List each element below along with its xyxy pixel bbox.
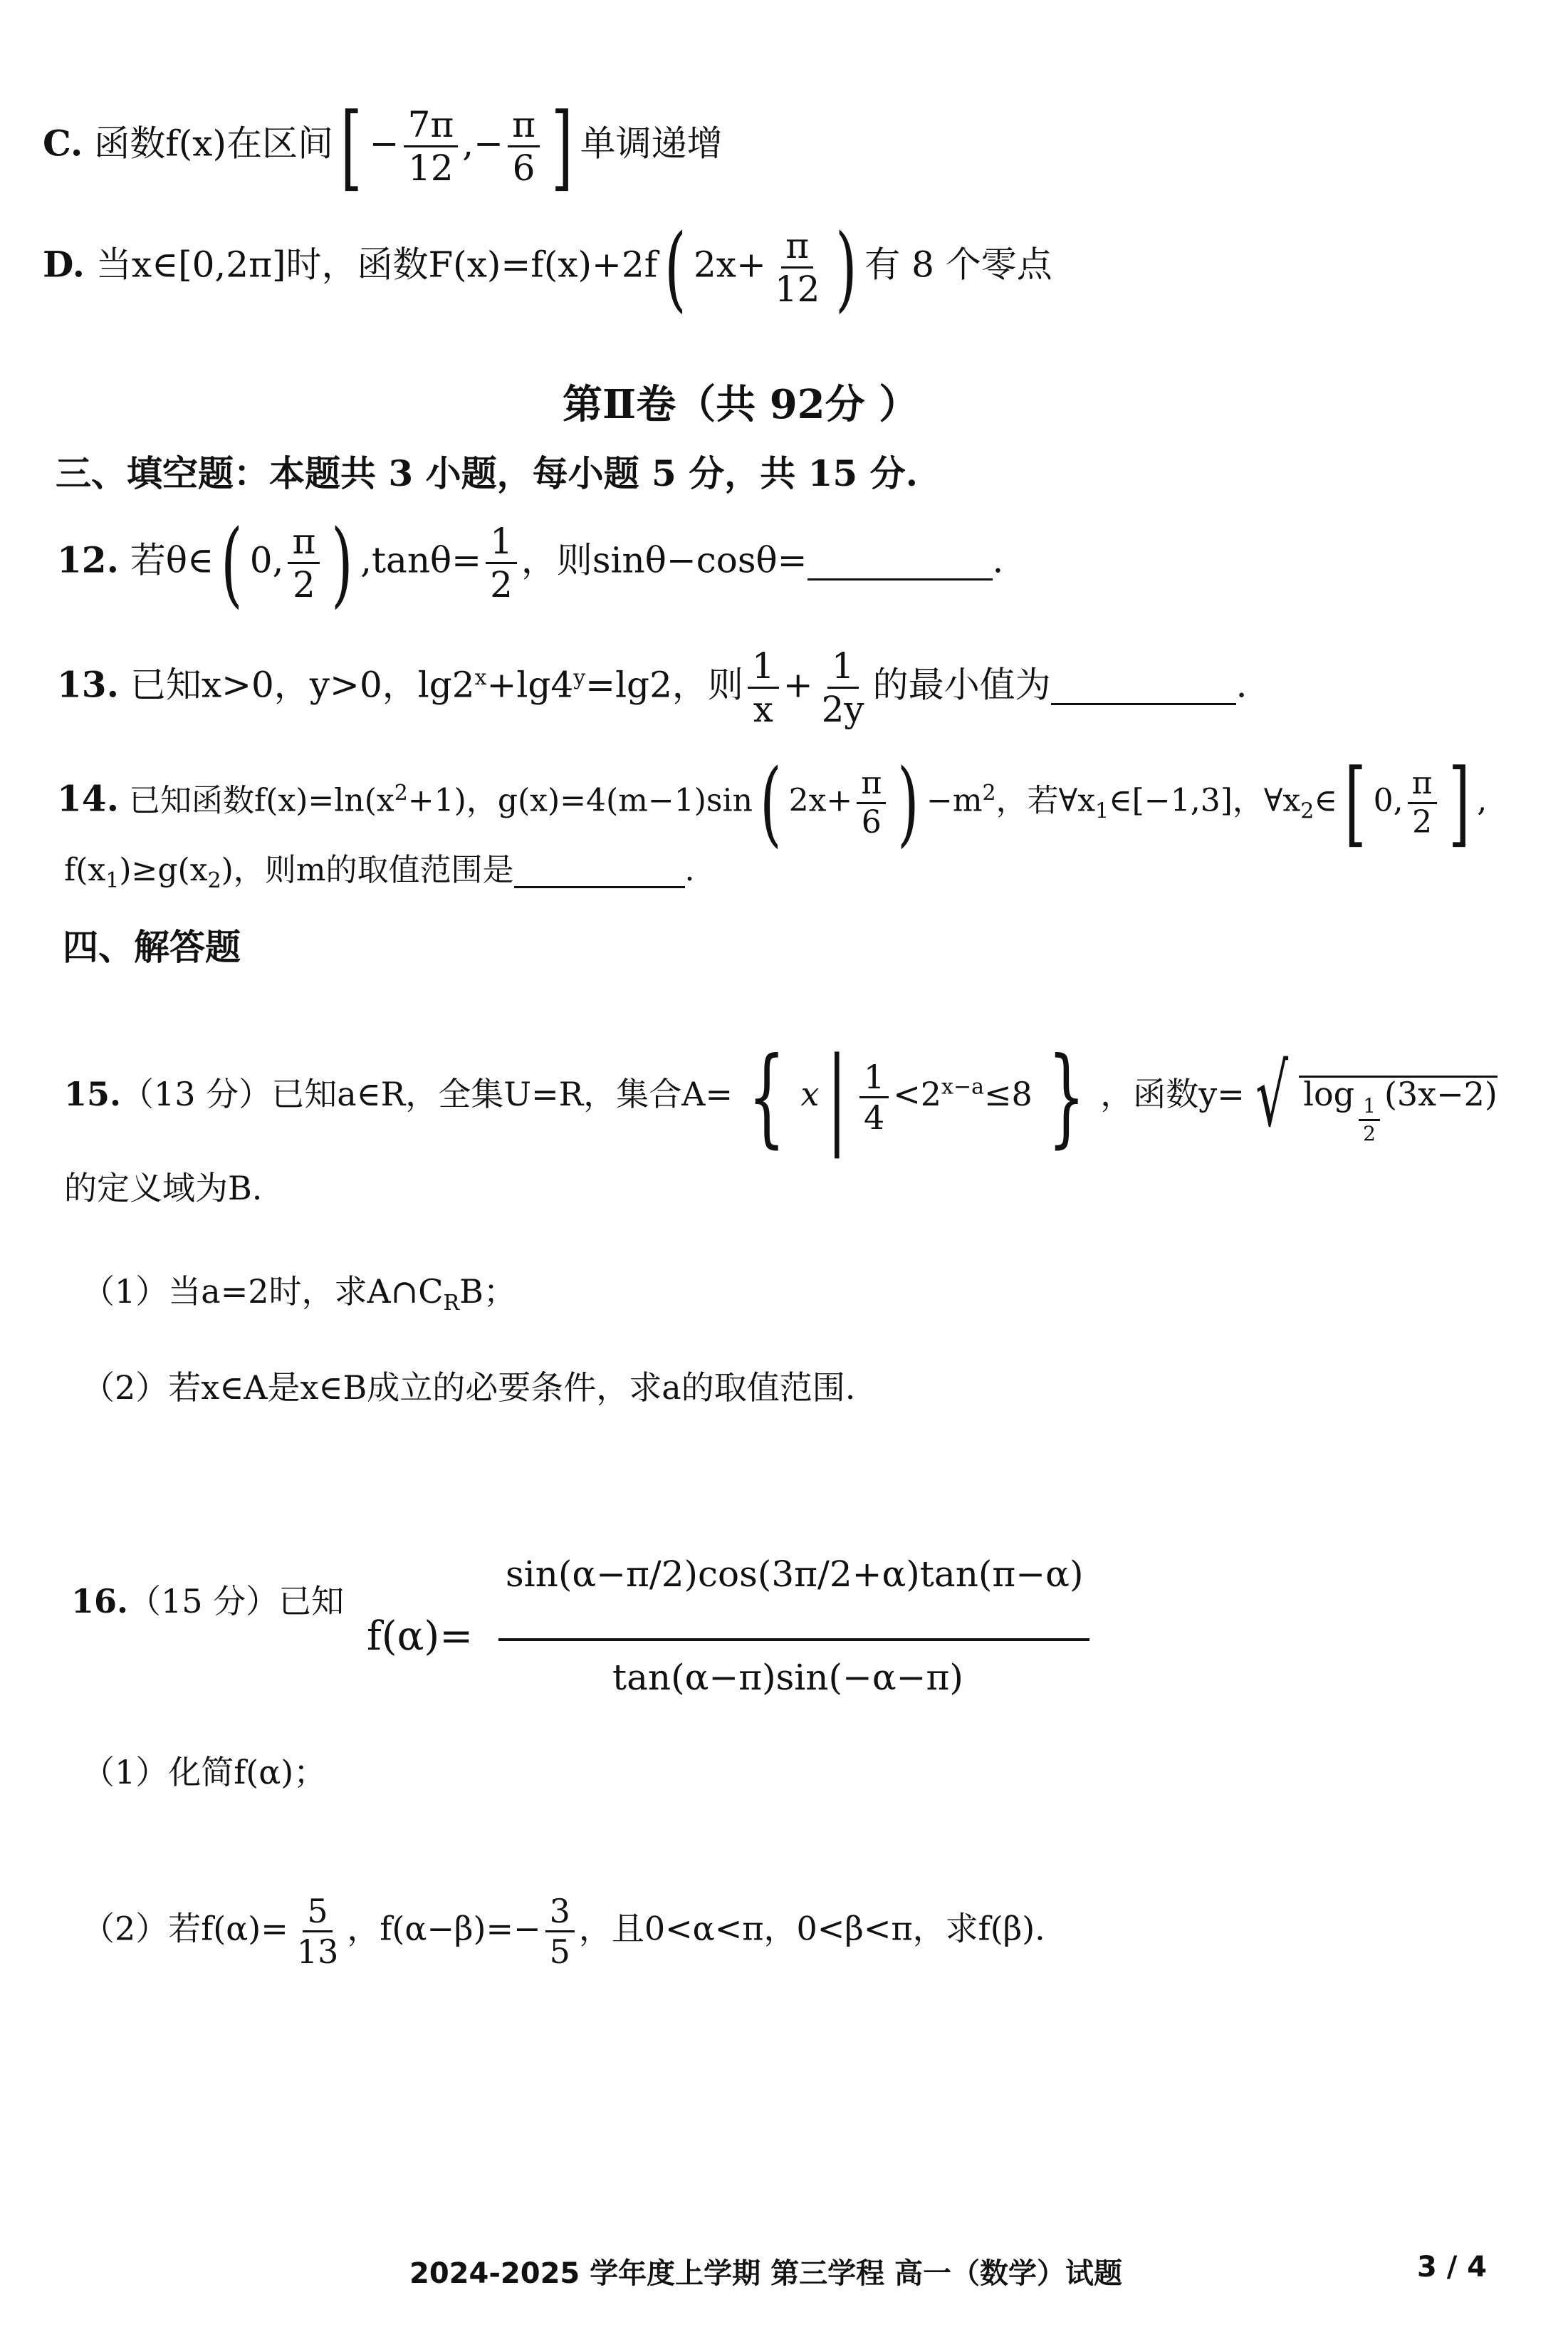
q12-post: ，则sinθ−cosθ=: [521, 539, 807, 581]
q14-range1: ∈[−1,3]，∀x: [1109, 782, 1301, 819]
q15-logbase-n: 1: [1359, 1096, 1380, 1121]
bracket-left: [: [1344, 749, 1366, 857]
q16-v1n: 5: [303, 1895, 332, 1932]
paren-left: (: [760, 749, 782, 857]
q14-num: 14.: [57, 777, 119, 820]
q15-pre: 已知a∈R，全集U=R，集合A=: [271, 1075, 733, 1113]
q15-arg: (3x−2): [1384, 1075, 1498, 1113]
q13-mid2: =lg2，则: [585, 664, 743, 706]
q12-int-num: π: [288, 524, 320, 564]
q16-v2n: 3: [545, 1895, 575, 1932]
q16-p2end: ，且0<α<π，0<β<π，求f(β).: [578, 1909, 1045, 1948]
q14-pre: 已知函数f(x)=ln(x: [129, 782, 394, 819]
q14-range2: ∈: [1314, 782, 1337, 819]
q16-part1: （1）化简f(α)；: [82, 1753, 327, 1791]
question-16: [71, 1582, 345, 1620]
q15-radicand: [1299, 1076, 1498, 1144]
q12-num: 12.: [57, 538, 119, 581]
q13-f2d: 2y: [821, 689, 864, 730]
brace-left: {: [748, 1035, 785, 1159]
q13-sup1: x: [474, 665, 487, 690]
q14-inner: 2x+: [788, 782, 853, 819]
q13-pre: 已知x>0，y>0，lg2: [130, 664, 475, 706]
q16-fraction-bar: [498, 1638, 1089, 1641]
q15-p1end: B；: [459, 1272, 516, 1311]
q15-p1: （1）当a=2时，求A∩C: [82, 1272, 444, 1311]
q15-p1sub: R: [443, 1291, 460, 1316]
option-c: C. 函数f(x)在区间[ − $\frac{7\pi}{12}$ ,− $\frac{\pi}{6}$ ] 单调递增: [43, 92, 723, 201]
q16-part2: [82, 1892, 1045, 1971]
q14-s2b: 2: [207, 868, 221, 893]
paren-right: ): [897, 749, 919, 857]
q15-line2: 的定义域为B.: [64, 1169, 263, 1207]
option-d: [43, 213, 1052, 322]
q12-mid: ,tanθ=: [360, 539, 482, 581]
q16-lhs: f(α)=: [367, 1613, 474, 1660]
c-lo-num: 7π: [404, 107, 459, 147]
q14-mid: +1)，g(x)=4(m−1)sin: [407, 782, 753, 819]
option-d-text: 当x∈[0,2π]时，函数F(x)=f(x)+2f: [95, 244, 658, 286]
q14-line2c: )，则m的取值范围是: [221, 852, 514, 888]
q15-fn: 1: [859, 1061, 889, 1098]
q14-sq2: 2: [982, 780, 996, 806]
q13-blank: [1051, 667, 1236, 705]
q14-blank: [514, 855, 685, 888]
q13-mid1: +lg4: [486, 664, 574, 706]
q15-part2: （2）若x∈A是x∈B成立的必要条件，求a的取值范围.: [82, 1368, 856, 1407]
option-c-text: 函数f(x)在区间: [94, 123, 333, 165]
c-lo-den: 12: [408, 147, 454, 189]
q13-sup2: y: [573, 665, 586, 690]
q16-score: （15 分）已知: [128, 1582, 345, 1620]
option-d-label: D.: [43, 243, 85, 286]
paren-right: ): [331, 509, 353, 618]
question-14: 14. 已知函数$f(x)=\ln(x^2+1)$，g(x)=4(m−1)sin( 2x+ $\frac{\pi}{6}$ ) $-m^2$，若$\forall x_1\in[-1,3]$，$\forall x_2\in$[ 0, $\frac{\pi}{2}$ ] ,: [57, 749, 1488, 857]
brace-right: }: [1047, 1035, 1085, 1159]
footer-title: 2024-2025 学年度上学期 第三学程 高一（数学）试题: [409, 2257, 1123, 2290]
q12-val-num: 1: [486, 524, 517, 564]
q14-line2b: )≥g(x: [119, 852, 208, 888]
q15-part1: [82, 1272, 516, 1316]
q16-numerator: sin(α−π/2)cos(3π/2+α)tan(π−α): [506, 1553, 1084, 1595]
bracket-right: ]: [1448, 749, 1470, 857]
q13-f2n: 1: [827, 648, 859, 689]
q14-line2a: f(x: [64, 852, 106, 888]
set-bar: |: [827, 1035, 847, 1159]
paren-left: (: [221, 509, 243, 618]
q15-score: （13 分）: [121, 1075, 272, 1113]
q14-post: −m: [926, 782, 983, 819]
q13-end: .: [1235, 664, 1248, 706]
option-c-label: C.: [43, 122, 83, 165]
q13-post: 的最小值为: [872, 664, 1051, 706]
q16-p2pre: （2）若f(α)=: [82, 1909, 288, 1948]
q15-logbase-d: 2: [1363, 1122, 1376, 1146]
question-15: [64, 1035, 1498, 1159]
q14-pn: π: [857, 768, 886, 804]
part3-heading: 三、填空题：本题共 3 小题，每小题 5 分，共 15 分.: [56, 452, 919, 494]
q12-pre: 若θ∈: [130, 539, 214, 581]
d-pi-den: 12: [774, 269, 820, 310]
q14-s2: 2: [1300, 798, 1314, 824]
q13-plus: +: [783, 664, 813, 706]
q15-func: ，函数y=: [1100, 1075, 1245, 1113]
q15-num: 15.: [64, 1075, 122, 1113]
q15-ineq: <2: [893, 1075, 942, 1113]
sqrt-icon: √: [1255, 1047, 1288, 1146]
paren-left: (: [664, 213, 686, 322]
d-pi-num: π: [781, 228, 813, 269]
q16-v2d: 5: [549, 1932, 570, 1971]
bracket-right: ]: [551, 92, 573, 201]
q14-rn: π: [1408, 768, 1437, 804]
q16-num: 16.: [71, 1582, 129, 1620]
option-d-suffix: 有 8 个零点: [864, 244, 1052, 286]
q13-f1d: x: [753, 689, 773, 730]
q12-blank: [807, 543, 993, 581]
option-d-inner: 2x+: [693, 244, 766, 286]
paren-right: ): [835, 213, 858, 322]
page-number: 3 / 4: [1417, 2251, 1488, 2284]
q12-end: .: [992, 539, 1004, 581]
q14-rd: 2: [1412, 803, 1433, 840]
q14-pd: 6: [861, 803, 882, 840]
option-c-suffix: 单调递增: [580, 123, 723, 165]
q13-num: 13.: [57, 663, 119, 706]
question-14-line2: [64, 852, 695, 893]
q16-p2mid: ，f(α−β)=−: [347, 1909, 541, 1948]
q14-sq: 2: [394, 780, 408, 806]
q16-denominator: tan(α−π)sin(−α−π): [612, 1657, 963, 1698]
q15-log: log: [1303, 1075, 1355, 1113]
q14-end: .: [684, 852, 695, 888]
q14-s1b: 1: [105, 868, 120, 893]
q12-int-den: 2: [293, 564, 315, 605]
c-hi-num: π: [508, 107, 540, 147]
q14-s1: 1: [1095, 798, 1109, 824]
question-13: [57, 645, 1248, 730]
q16-v1d: 13: [296, 1932, 339, 1971]
part4-heading: 四、解答题: [63, 926, 241, 968]
q14-post2: ，若∀x: [995, 782, 1096, 819]
question-12: 12. 若θ∈( 0, $\frac{\pi}{2}$ ) ,tanθ= $\frac{1}{2}$ ，则sinθ−cosθ= .: [57, 509, 1004, 618]
q15-ineq2: ≤8: [984, 1075, 1033, 1113]
q13-f1n: 1: [748, 648, 779, 689]
q15-supx: x−a: [941, 1074, 984, 1100]
section-title: 第Ⅱ卷（共 92分 ）: [563, 381, 919, 428]
q15-fd: 4: [863, 1098, 885, 1137]
c-hi-den: 6: [512, 147, 535, 189]
q12-val-den: 2: [490, 564, 513, 605]
q15-setx: x: [800, 1075, 820, 1113]
bracket-left: [: [340, 92, 362, 201]
